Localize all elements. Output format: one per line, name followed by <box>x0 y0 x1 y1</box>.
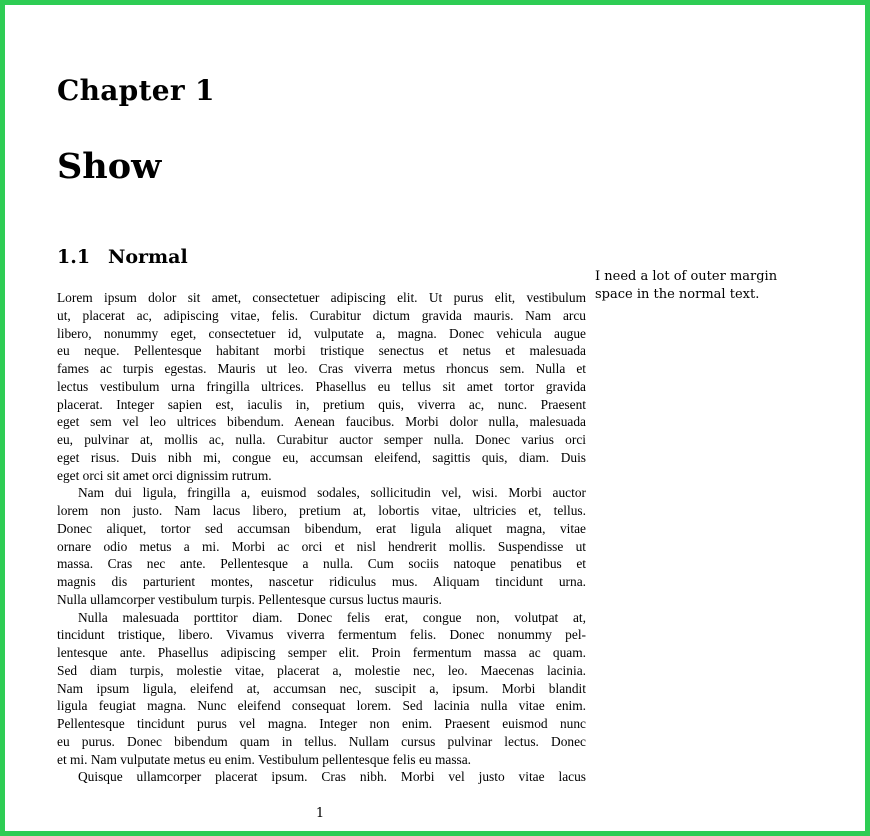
section-heading <box>57 246 188 268</box>
text-line: magnis dis parturient montes, nascetur ridiculus mus. Aliquam tincidunt urna. <box>57 574 586 589</box>
page-number: 1 <box>315 806 325 821</box>
text-line: Nam dui ligula, fringilla a, euismod sodales, sollicitudin vel, wisi. Morbi auctor <box>78 485 586 501</box>
text-line: Nulla malesuada porttitor diam. Donec felis erat, congue non, volutpat at, <box>78 609 586 625</box>
chapter-title: Show <box>57 146 162 187</box>
chapter-label: Chapter 1 <box>57 74 215 107</box>
text-line: eu, pulvinar at, mollis ac, nulla. Curabitur auctor semper nulla. Donec varius orci <box>57 432 586 447</box>
text-line: et mi. Nam vulputate metus eu enim. Vestibulum pellentesque felis eu massa. <box>57 751 472 767</box>
text-line: Donec aliquet, tortor sed accumsan bibendum, erat ligula aliquet magna, vitae <box>57 520 586 536</box>
paragraph <box>57 484 586 608</box>
text-line: tincidunt tristique, libero. Vivamus viverra fermentum felis. Donec nonummy pel- <box>57 627 586 643</box>
text-line: Nulla ullamcorper vestibulum turpis. Pellentesque cursus luctus mauris. <box>57 591 442 607</box>
text-line: ut, placerat ac, adipiscing vitae, felis. Curabitur dictum gravida mauris. Nam arcu <box>57 307 586 323</box>
section-title: Normal <box>108 246 188 268</box>
text-line: eget sem vel leo ultrices bibendum. Aenean faucibus. Morbi dolor nulla, malesuada <box>57 414 586 430</box>
text-line: Quisque ullamcorper placerat ipsum. Cras nibh. Morbi vel justo vitae lacus <box>78 769 586 785</box>
text-line: eget risus. Duis nibh mi, congue eu, accumsan eleifend, sagittis quis, diam. Duis <box>57 449 586 465</box>
text-line: Sed diam turpis, molestie vitae, placerat a, molestie nec, leo. Maecenas lacinia. <box>57 662 586 678</box>
text-line: massa. Cras nec ante. Pellentesque a nulla. Cum sociis natoque penatibus et <box>57 556 586 572</box>
text-line: lentesque ante. Phasellus adipiscing semper elit. Proin fermentum massa ac quam. <box>57 645 586 660</box>
paragraph <box>57 768 586 786</box>
text-line: ornare odio metus a mi. Morbi ac orci et nisl hendrerit mollis. Suspendisse ut <box>57 538 586 554</box>
paragraph <box>57 609 586 769</box>
text-line: fames ac turpis egestas. Mauris ut leo. Cras viverra metus rhoncus sem. Nulla et <box>57 361 586 376</box>
text-line: eget orci sit amet orci dignissim rutrum. <box>57 467 272 483</box>
body-text <box>57 289 586 786</box>
text-line: lorem non justo. Nam lacus libero, pretium at, lobortis vitae, ultricies et, tellus. <box>57 503 586 518</box>
text-line: ligula feugiat magna. Nunc eleifend consequat lorem. Sed lacinia nulla vitae enim. <box>57 698 586 714</box>
text-line: Nam ipsum ligula, eleifend at, accumsan nec, suscipit a, ipsum. Morbi blandit <box>57 680 586 696</box>
section-number: 1.1 <box>57 246 91 268</box>
text-line: Pellentesque tincidunt purus vel magna. Integer non enim. Praesent euismod nunc <box>57 716 586 731</box>
margin-note-line: space in the normal text. <box>595 287 760 302</box>
text-line: Lorem ipsum dolor sit amet, consectetuer adipiscing elit. Ut purus elit, vestibulum <box>57 290 586 305</box>
margin-note-line: I need a lot of outer margin <box>595 269 778 284</box>
text-line: eu purus. Donec bibendum quam in tellus. Nullam cursus pulvinar lectus. Donec <box>57 733 586 749</box>
text-line: lectus vestibulum urna fringilla ultrices. Phasellus eu tellus sit amet tortor gravida <box>57 378 586 394</box>
paragraph <box>57 289 586 484</box>
text-line: eu neque. Pellentesque habitant morbi tristique senectus et netus et malesuada <box>57 343 586 359</box>
margin-note <box>595 268 795 304</box>
text-line: libero, nonummy eget, consectetuer id, vulputate a, magna. Donec vehicula augue <box>57 325 586 341</box>
text-line: placerat. Integer sapien est, iaculis in, pretium quis, viverra ac, nunc. Praesent <box>57 396 586 412</box>
